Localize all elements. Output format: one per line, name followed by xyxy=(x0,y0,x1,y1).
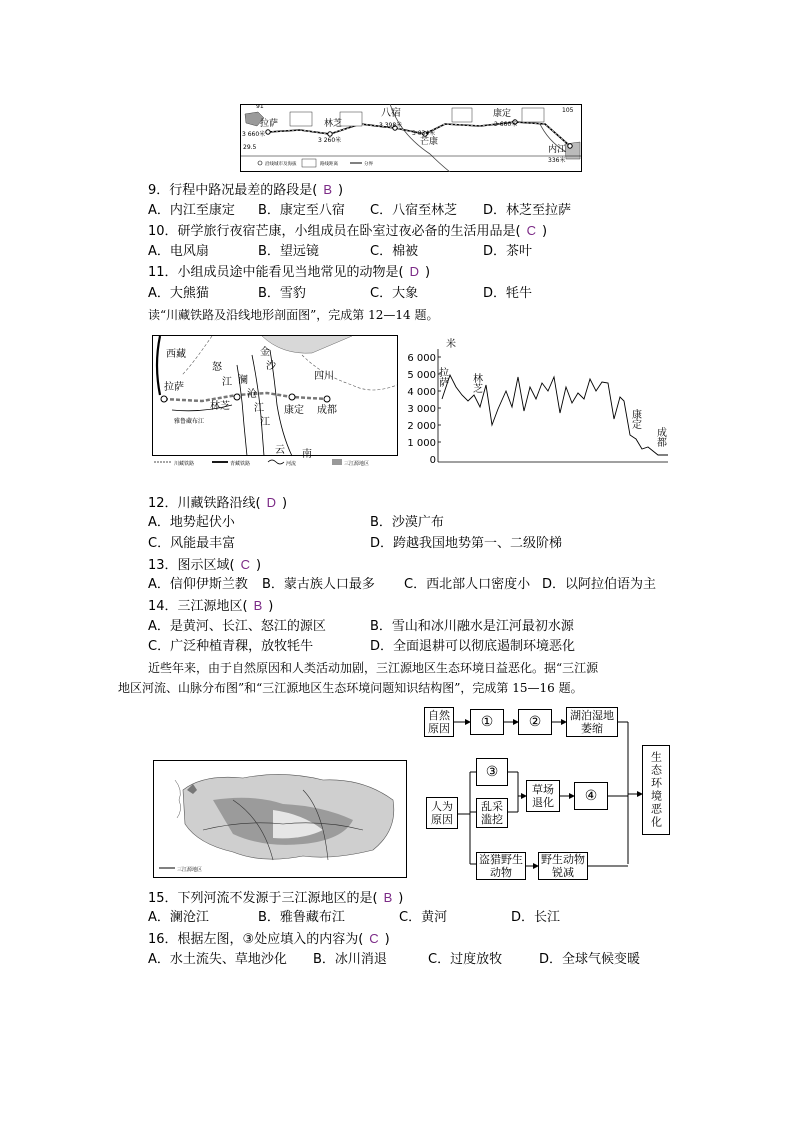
question-10 xyxy=(148,222,547,241)
option-d: D．茶叶 xyxy=(483,244,533,259)
intro-15-16-line1: 近些年来，由于自然原因和人类活动加剧，三江源地区生态环境日益恶化。据“三江源 xyxy=(148,661,599,675)
answer-mark: B xyxy=(323,182,333,197)
legend-chuanzang: 川藏铁路 xyxy=(174,461,195,467)
railway-map xyxy=(152,335,398,467)
stem-close: ) xyxy=(282,496,288,511)
option-d: D．以阿拉伯语为主 xyxy=(542,577,657,592)
ytick-1000: 1 000 xyxy=(407,438,436,449)
elev-linzhi: 3 260米 xyxy=(318,137,342,144)
stem-close: ) xyxy=(256,558,262,573)
question-11 xyxy=(148,263,430,282)
question-stem: 16．根据左图，③处应填入的内容为( xyxy=(148,932,364,947)
ytick-5000: 5 000 xyxy=(407,370,436,381)
question-13 xyxy=(148,556,261,575)
question-15 xyxy=(148,889,403,908)
option-b: B．雪山和冰川融水是江河最初水源 xyxy=(370,619,574,634)
question-12 xyxy=(148,494,287,513)
place-mangkang: 芒康 xyxy=(420,137,439,147)
node-poach: 盗猎野生动物 xyxy=(476,852,526,880)
node-eco-deteriorate: 生态环境恶化 xyxy=(642,745,670,835)
option-a: A．是黄河、长江、怒江的源区 xyxy=(148,619,326,634)
legend-river: 河流 xyxy=(286,461,297,467)
intro-12-14: 读“川藏铁路及沿线地形剖面图”，完成第 12—14 题。 xyxy=(148,308,439,322)
option-a: A．内江至康定 xyxy=(148,203,235,218)
place-neijiang: 内江 xyxy=(548,145,567,155)
place-basu: 八宿 xyxy=(381,108,401,119)
legend-sanjiang: 三江源地区 xyxy=(344,461,370,467)
node-natural-cause: 自然原因 xyxy=(424,707,454,737)
option-c: C．过度放牧 xyxy=(428,952,503,967)
label-jiang1: 江 xyxy=(222,377,232,388)
ytick-4000: 4 000 xyxy=(407,387,436,398)
label-yarlung: 雅鲁藏布江 xyxy=(174,418,205,425)
profile-label-lasa: 拉萨 xyxy=(436,367,448,387)
option-a: A．大熊猫 xyxy=(148,286,209,301)
option-d: D．跨越我国地势第一、二级阶梯 xyxy=(370,536,563,551)
question-stem: 13．图示区域( xyxy=(148,558,235,573)
option-d: D．林芝至拉萨 xyxy=(483,203,572,218)
question-stem: 11．小组成员途中能看见当地常见的动物是( xyxy=(148,265,404,280)
route-map xyxy=(240,104,582,172)
node-4: ④ xyxy=(574,782,608,810)
coord-east: 105 xyxy=(562,107,574,114)
question-9 xyxy=(148,181,343,200)
label-sha: 沙 xyxy=(266,361,276,372)
option-c: C．风能最丰富 xyxy=(148,536,236,551)
node-3: ③ xyxy=(476,758,508,786)
label-lasa: 拉萨 xyxy=(164,382,184,393)
elev-kangding: 2 660米 xyxy=(494,121,518,128)
elev-mangkang: 3 034米 xyxy=(412,130,436,137)
option-d: D．牦牛 xyxy=(483,286,533,301)
elev-basu: 3 398米 xyxy=(379,122,403,129)
label-sichuan: 四川 xyxy=(314,371,334,382)
profile-label-kangding: 康定 xyxy=(629,409,641,429)
label-jiang2: 江 xyxy=(254,403,264,414)
node-2: ② xyxy=(518,709,552,735)
question-14 xyxy=(148,597,273,616)
ytick-3000: 3 000 xyxy=(407,404,436,415)
option-b: B．蒙古族人口最多 xyxy=(262,577,375,592)
answer-mark: C xyxy=(526,223,537,238)
sanjiang-map xyxy=(153,760,407,878)
answer-mark: B xyxy=(383,890,393,905)
label-jiang3: 江 xyxy=(260,417,270,428)
ytick-6000: 6 000 xyxy=(407,353,436,364)
coord-west: 91 xyxy=(256,104,264,110)
node-1: ① xyxy=(470,709,504,735)
intro-15-16-line2: 地区河流、山脉分布图”和“三江源地区生态环境问题知识结构图”，完成第 15—16 题。 xyxy=(118,681,583,695)
option-d: D．全球气候变暖 xyxy=(539,952,641,967)
ytick-0: 0 xyxy=(429,455,436,466)
option-d: D．长江 xyxy=(511,910,561,925)
stem-close: ) xyxy=(425,265,431,280)
option-c: C．八宿至林芝 xyxy=(370,203,458,218)
label-chengdu: 成都 xyxy=(317,405,337,416)
answer-mark: D xyxy=(409,264,420,279)
place-lasa: 拉萨 xyxy=(260,119,279,129)
legend-distance: 路线距离 xyxy=(320,162,338,167)
ytick-2000: 2 000 xyxy=(407,421,436,432)
option-c: C．西北部人口密度小 xyxy=(404,577,531,592)
node-dig: 乱采滥挖 xyxy=(476,798,508,828)
question-stem: 10．研学旅行夜宿芒康，小组成员在卧室过夜必备的生活用品是( xyxy=(148,224,521,239)
stem-close: ) xyxy=(542,224,548,239)
answer-mark: D xyxy=(266,495,277,510)
label-kangding: 康定 xyxy=(284,405,304,416)
question-16 xyxy=(148,930,390,949)
option-b: B．康定至八宿 xyxy=(258,203,345,218)
option-b: B．冰川消退 xyxy=(313,952,387,967)
option-c: C．黄河 xyxy=(399,910,448,925)
answer-mark: C xyxy=(240,557,251,572)
option-b: B．雪豹 xyxy=(258,286,306,301)
node-grass-degrade: 草场退化 xyxy=(526,780,560,812)
node-lake-shrink: 湖泊湿地萎缩 xyxy=(566,707,618,737)
option-b: B．雅鲁藏布江 xyxy=(258,910,345,925)
option-c: C．棉被 xyxy=(370,244,419,259)
label-tibet: 西藏 xyxy=(166,349,186,360)
label-linzhi: 林芝 xyxy=(210,401,230,412)
option-b: B．望远镜 xyxy=(258,244,319,259)
legend-city: 沿线城市及海拔 xyxy=(265,162,297,167)
answer-mark: B xyxy=(253,598,263,613)
node-human-cause: 人为原因 xyxy=(426,797,458,829)
answer-mark: C xyxy=(369,931,379,946)
coord-lat: 29.5 xyxy=(243,144,257,151)
place-linzhi: 林芝 xyxy=(324,119,343,129)
legend-qingzang: 青藏铁路 xyxy=(230,461,251,467)
option-a: A．信仰伊斯兰教 xyxy=(148,577,248,592)
sanjiang-legend: 三江源地区 xyxy=(177,867,203,873)
option-a: A．电风扇 xyxy=(148,244,209,259)
question-stem: 15．下列河流不发源于三江源地区的是( xyxy=(148,891,378,906)
stem-close: ) xyxy=(268,599,274,614)
profile-unit: 米 xyxy=(446,339,456,350)
stem-close: ) xyxy=(338,183,344,198)
place-kangding: 康定 xyxy=(493,109,512,119)
option-a: A．澜沧江 xyxy=(148,910,209,925)
elev-neijiang: 336米 xyxy=(548,157,566,164)
elevation-profile xyxy=(402,337,670,469)
label-cang: 沧 xyxy=(247,389,257,400)
question-stem: 9．行程中路况最差的路段是( xyxy=(148,183,318,198)
stem-close: ) xyxy=(398,891,404,906)
question-stem: 14．三江源地区( xyxy=(148,599,248,614)
option-b: B．沙漠广布 xyxy=(370,515,444,530)
option-c: C．广泛种植青稞，放牧牦牛 xyxy=(148,639,314,654)
label-lan: 澜 xyxy=(238,375,248,386)
option-c: C．大象 xyxy=(370,286,419,301)
node-wildlife-drop: 野生动物锐减 xyxy=(538,852,588,880)
label-yun: 云 xyxy=(275,445,285,456)
elev-lasa: 3 660米 xyxy=(242,131,266,138)
label-nu: 怒 xyxy=(212,362,222,373)
label-nan: 南 xyxy=(302,449,312,460)
option-d: D．全面退耕可以彻底遏制环境恶化 xyxy=(370,639,576,654)
legend-boundary: 分界 xyxy=(364,162,373,167)
profile-label-chengdu: 成都 xyxy=(654,427,666,447)
stem-close: ) xyxy=(384,932,390,947)
question-stem: 12．川藏铁路沿线( xyxy=(148,496,261,511)
option-a: A．地势起伏小 xyxy=(148,515,235,530)
label-jin: 金 xyxy=(260,347,270,358)
profile-label-linzhi: 林芝 xyxy=(470,373,482,393)
option-a: A．水土流失、草地沙化 xyxy=(148,952,287,967)
